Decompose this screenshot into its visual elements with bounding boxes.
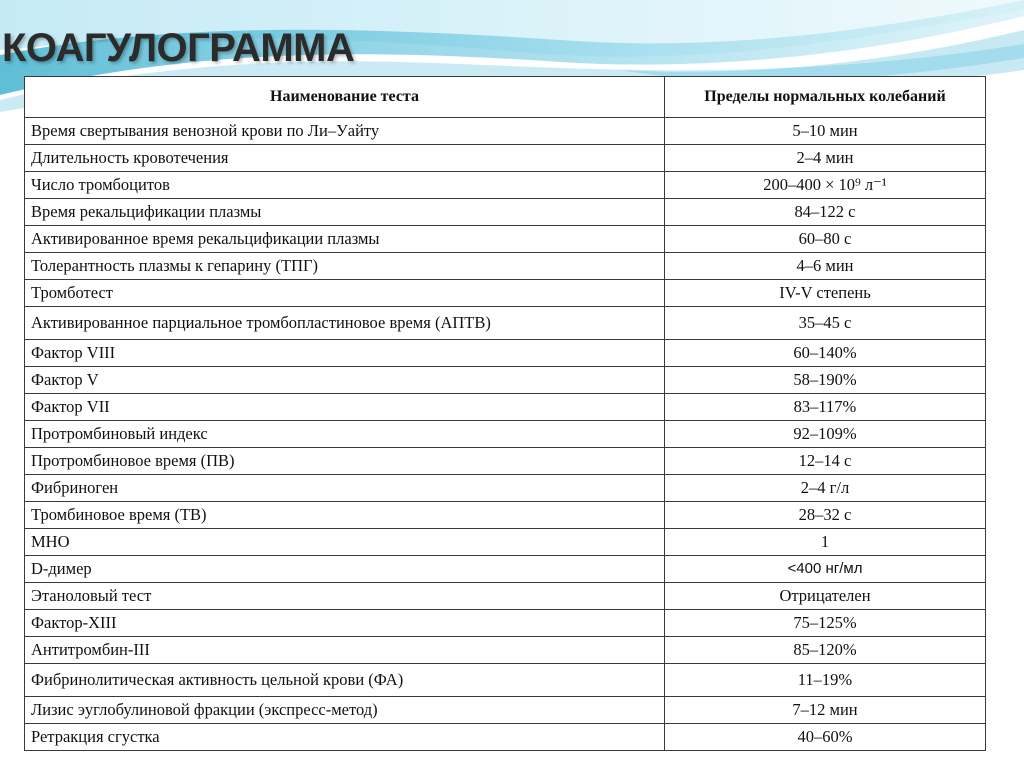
test-name-cell: Активированное парциальное тромбопластиновое время (АПТВ) bbox=[25, 307, 665, 340]
test-name-cell: Фибриноген bbox=[25, 475, 665, 502]
normal-range-cell: IV-V степень bbox=[665, 280, 986, 307]
table-row bbox=[25, 529, 986, 556]
test-name-cell: Тромботест bbox=[25, 280, 665, 307]
table-row bbox=[25, 697, 986, 724]
test-name-cell: Лизис эуглобулиновой фракции (экспресс-метод) bbox=[25, 697, 665, 724]
normal-range-cell: 1 bbox=[665, 529, 986, 556]
test-name-cell: Антитромбин-III bbox=[25, 637, 665, 664]
table-row bbox=[25, 226, 986, 253]
table-row bbox=[25, 199, 986, 226]
normal-range-cell: 200–400 × 10⁹ л⁻¹ bbox=[665, 172, 986, 199]
test-name-cell: Фактор V bbox=[25, 367, 665, 394]
table-row bbox=[25, 475, 986, 502]
normal-range-cell: 92–109% bbox=[665, 421, 986, 448]
normal-range-cell: 35–45 с bbox=[665, 307, 986, 340]
normal-range-cell: 60–140% bbox=[665, 340, 986, 367]
table-row bbox=[25, 118, 986, 145]
normal-range-cell: 7–12 мин bbox=[665, 697, 986, 724]
table-row bbox=[25, 394, 986, 421]
table-row bbox=[25, 583, 986, 610]
test-name-cell: Время свертывания венозной крови по Ли–Уайту bbox=[25, 118, 665, 145]
normal-range-cell: 84–122 с bbox=[665, 199, 986, 226]
test-name-cell: D-димер bbox=[25, 556, 665, 583]
coagulogram-table bbox=[24, 76, 986, 751]
table-row bbox=[25, 280, 986, 307]
table-header-row bbox=[25, 77, 986, 118]
normal-range-cell: <400 нг/мл bbox=[665, 556, 986, 583]
normal-range-cell: 12–14 с bbox=[665, 448, 986, 475]
table-row bbox=[25, 307, 986, 340]
table-row bbox=[25, 172, 986, 199]
normal-range-cell: 58–190% bbox=[665, 367, 986, 394]
table-row bbox=[25, 253, 986, 280]
test-name-cell: Длительность кровотечения bbox=[25, 145, 665, 172]
test-name-cell: Активированное время рекальцификации плазмы bbox=[25, 226, 665, 253]
table-row bbox=[25, 421, 986, 448]
test-name-cell: Фактор VIII bbox=[25, 340, 665, 367]
normal-range-cell: 83–117% bbox=[665, 394, 986, 421]
table-row bbox=[25, 502, 986, 529]
normal-range-cell: 2–4 г/л bbox=[665, 475, 986, 502]
test-name-cell: Число тромбоцитов bbox=[25, 172, 665, 199]
test-name-cell: Фибринолитическая активность цельной крови (ФА) bbox=[25, 664, 665, 697]
test-name-cell: Время рекальцификации плазмы bbox=[25, 199, 665, 226]
normal-range-cell: 75–125% bbox=[665, 610, 986, 637]
header-normal-range: Пределы нормальных колебаний bbox=[665, 77, 986, 118]
table-row bbox=[25, 637, 986, 664]
test-name-cell: Толерантность плазмы к гепарину (ТПГ) bbox=[25, 253, 665, 280]
normal-range-cell: 2–4 мин bbox=[665, 145, 986, 172]
table-row bbox=[25, 724, 986, 751]
normal-range-cell: 11–19% bbox=[665, 664, 986, 697]
table-row bbox=[25, 448, 986, 475]
normal-range-cell: Отрицателен bbox=[665, 583, 986, 610]
test-name-cell: Фактор VII bbox=[25, 394, 665, 421]
normal-range-cell: 5–10 мин bbox=[665, 118, 986, 145]
normal-range-cell: 40–60% bbox=[665, 724, 986, 751]
page-title: КОАГУЛОГРАММА bbox=[2, 26, 355, 70]
normal-range-cell: 28–32 с bbox=[665, 502, 986, 529]
normal-range-cell: 85–120% bbox=[665, 637, 986, 664]
table-row bbox=[25, 340, 986, 367]
table-row bbox=[25, 145, 986, 172]
test-name-cell: Тромбиновое время (ТВ) bbox=[25, 502, 665, 529]
table-row bbox=[25, 556, 986, 583]
table-row bbox=[25, 664, 986, 697]
header-test-name: Наименование теста bbox=[25, 77, 665, 118]
test-name-cell: Протромбиновое время (ПВ) bbox=[25, 448, 665, 475]
table-row bbox=[25, 367, 986, 394]
test-name-cell: Ретракция сгустка bbox=[25, 724, 665, 751]
test-name-cell: МНО bbox=[25, 529, 665, 556]
normal-range-cell: 4–6 мин bbox=[665, 253, 986, 280]
test-name-cell: Этаноловый тест bbox=[25, 583, 665, 610]
table-row bbox=[25, 610, 986, 637]
test-name-cell: Протромбиновый индекс bbox=[25, 421, 665, 448]
test-name-cell: Фактор-XIII bbox=[25, 610, 665, 637]
normal-range-cell: 60–80 с bbox=[665, 226, 986, 253]
